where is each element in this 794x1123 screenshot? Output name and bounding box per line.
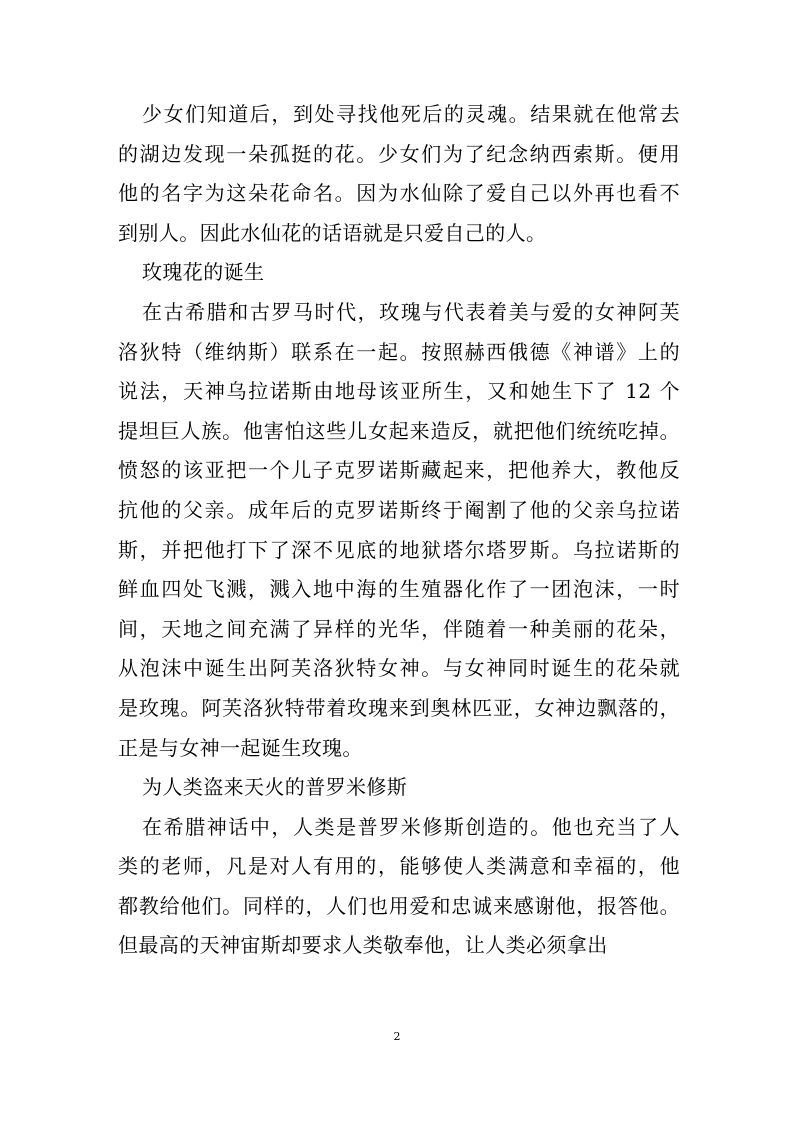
text-line: 在希腊神话中，人类是普罗米修斯创造的。他也充当了人	[142, 814, 680, 839]
text-line: 斯，并把他打下了深不见底的地狱塔尔塔罗斯。乌拉诺斯的	[118, 537, 680, 562]
text-line: 是玫瑰。阿芙洛狄特带着玫瑰来到奥林匹亚，女神边飘落的，	[118, 695, 680, 720]
text-line: 洛狄特（维纳斯）联系在一起。按照赫西俄德《神谱》上的	[118, 339, 680, 364]
text-line: 抗他的父亲。成年后的克罗诺斯终于阉割了他的父亲乌拉诺	[118, 497, 680, 522]
text-line: 类的老师，凡是对人有用的，能够使人类满意和幸福的，他	[118, 854, 680, 879]
text-line: 的湖边发现一朵孤挺的花。少女们为了纪念纳西索斯。便用	[118, 141, 680, 166]
text-line: 都教给他们。同样的，人们也用爱和忠诚来感谢他，报答他。	[118, 893, 680, 918]
text-line: 提坦巨人族。他害怕这些儿女起来造反，就把他们统统吃掉。	[118, 418, 680, 443]
body-text	[118, 95, 680, 966]
text-line: 他的名字为这朵花命名。因为水仙除了爱自己以外再也看不	[118, 181, 680, 206]
text-line: 愤怒的该亚把一个儿子克罗诺斯藏起来，把他养大，教他反	[118, 458, 680, 483]
text-line: 少女们知道后，到处寻找他死后的灵魂。结果就在他常去	[142, 102, 680, 126]
text-line: 间，天地之间充满了异样的光华，伴随着一种美丽的花朵，	[118, 616, 680, 641]
text-line: 但最高的天神宙斯却要求人类敬奉他，让人类必须拿出	[118, 933, 608, 958]
text-line: 从泡沫中诞生出阿芙洛狄特女神。与女神同时诞生的花朵就	[118, 656, 680, 681]
text-line: 正是与女神一起诞生玫瑰。	[118, 735, 363, 760]
text-line: 在古希腊和古罗马时代，玫瑰与代表着美与爱的女神阿芙	[142, 299, 680, 324]
text-line: 到别人。因此水仙花的话语就是只爱自己的人。	[118, 220, 547, 245]
text-line: 说法，天神乌拉诺斯由地母该亚所生，又和她生下了 12 个	[118, 379, 680, 404]
text-line: 鲜血四处飞溅，溅入地中海的生殖器化作了一团泡沫，一时	[118, 577, 680, 602]
text-line: 为人类盗来天火的普罗米修斯	[142, 775, 408, 800]
page-number: 2	[393, 1030, 401, 1043]
text-line: 玫瑰花的诞生	[142, 260, 265, 285]
